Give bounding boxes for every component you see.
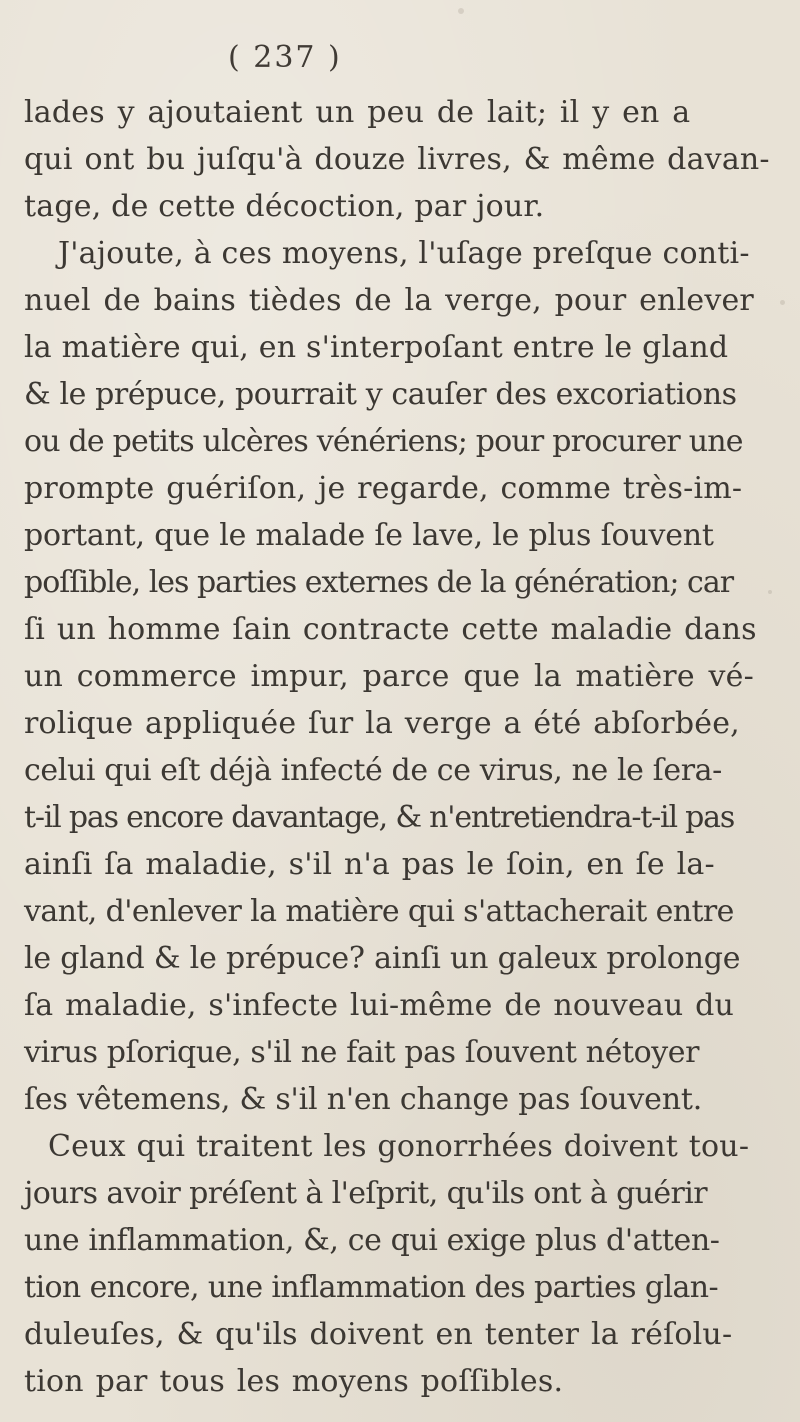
text-line: lades y ajoutaient un peu de lait; il y en a [24,95,691,130]
text-line: tion encore, une inflammation des parties glan- [24,1270,719,1305]
text-line: la matière qui, en s'interpoſant entre le gland [24,330,729,365]
text-line: prompte guériſon, je regarde, comme très-im- [24,471,743,506]
text-line: & le prépuce, pourrait y cauſer des excoriations [24,377,737,412]
text-line: ainſi ſa maladie, s'il n'a pas le ſoin, en ſe la- [24,847,715,882]
text-line: qui ont bu juſqu'à douze livres, & même davan- [24,142,770,177]
text-line: ſa maladie, s'infecte lui-même de nouveau du [24,988,735,1023]
text-line: ſi un homme ſain contracte cette maladie dans [24,612,757,647]
text-line: jours avoir préſent à l'eſprit, qu'ils ont à guérir [24,1176,708,1211]
text-line: tage, de cette décoction, par jour. [24,189,545,224]
text-line: tion par tous les moyens poſſibles. [24,1364,564,1399]
text-line: le gland & le prépuce? ainſi un galeux prolonge [24,941,741,976]
text-line: ſes vêtemens, & s'il n'en change pas ſouvent. [24,1082,703,1117]
text-line: celui qui eſt déjà infecté de ce virus, ne le ſera- [24,753,722,788]
text-line: une inflammation, &, ce qui exige plus d'atten- [24,1223,720,1258]
text-line: poſſible, les parties externes de la génération; car [24,565,734,600]
text-line: nuel de bains tièdes de la verge, pour enlever [24,283,754,318]
text-line: ou de petits ulcères vénériens; pour procurer une [24,424,743,459]
text-line: Ceux qui traitent les gonorrhées doivent tou- [48,1129,750,1164]
text-line: duleuſes, & qu'ils doivent en tenter la réſolu- [24,1317,733,1352]
text-line: portant, que le malade ſe lave, le plus ſouvent [24,518,714,553]
text-line: rolique appliquée ſur la verge a été abſorbée, [24,706,740,741]
text-line: J'ajoute, à ces moyens, l'uſage preſque conti- [58,236,750,271]
paper-spot [458,8,464,14]
text-line: t-il pas encore davantage, & n'entretiendra-t-il pas [24,800,735,835]
paper-spot [768,590,772,594]
page-number: ( 237 ) [228,40,342,75]
paper-spot [780,300,785,305]
text-line: vant, d'enlever la matière qui s'attacherait entre [24,894,734,929]
text-line: un commerce impur, parce que la matière vé- [24,659,754,694]
text-line: virus pſorique, s'il ne fait pas ſouvent nétoyer [24,1035,700,1070]
